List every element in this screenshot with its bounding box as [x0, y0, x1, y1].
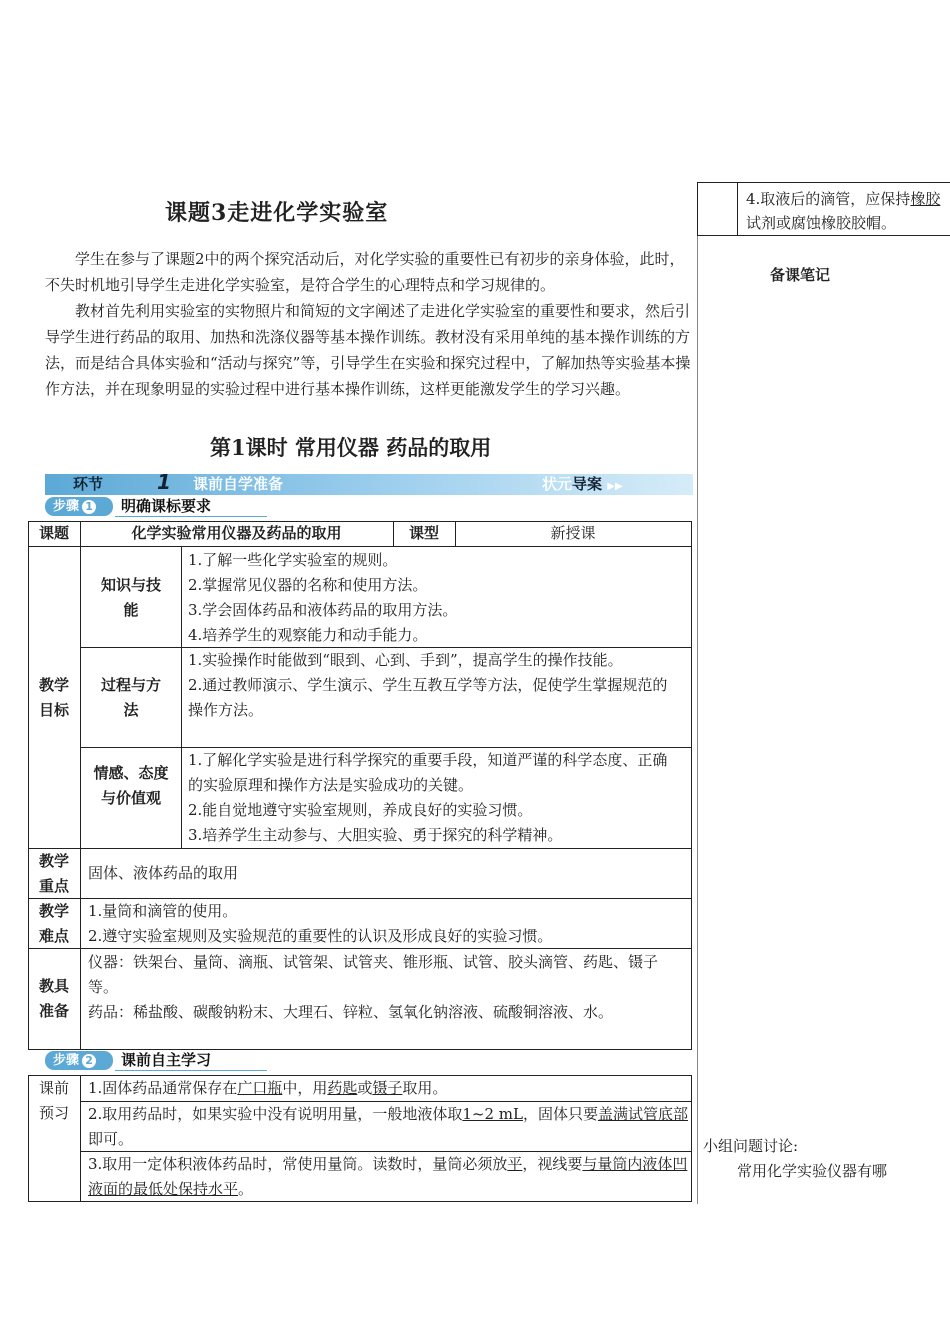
tools-label: 教具准备	[38, 977, 69, 1020]
preview-label: 课前预习	[38, 1079, 69, 1122]
tools-list	[88, 950, 674, 1025]
type-value: 新授课	[550, 524, 596, 542]
topic-label: 课题	[38, 524, 69, 542]
knowledge-item: 1.了解一些化学实验室的规则。	[188, 551, 398, 569]
difficulty-label: 教学难点	[38, 902, 69, 945]
banner-label: 课前自学准备	[193, 475, 284, 493]
preview-item-3: 3.取用一定体积液体药品时，常使用量筒。读数时，量筒必须放平，视线要与量筒内液体凹液面的最低处保持水平。	[88, 1155, 688, 1198]
difficulty-list	[88, 899, 688, 949]
group-discussion-label: 小组问题讨论:	[703, 1137, 799, 1155]
emotion-item: 2.能自觉地遵守实验室规则，养成良好的实验习惯。	[188, 801, 533, 819]
process-list	[188, 648, 682, 723]
difficulty-item: 2.遵守实验室规则及实验规范的重要性的认识及形成良好的实验习惯。	[88, 927, 553, 945]
process-item: 2.通过教师演示、学生演示、学生互教互学等方法，促使学生掌握规范的操作方法。	[188, 676, 668, 719]
step-1-pill: 步骤 1	[45, 497, 113, 516]
type-label: 课型	[408, 524, 439, 542]
preview-item-1: 1.固体药品通常保存在广口瓶中，用药匙或镊子取用。	[88, 1079, 448, 1097]
process-label: 过程与方法	[100, 676, 161, 719]
intro-paragraph-2: 教材首先利用实验室的实物照片和简短的文字阐述了走进化学实验室的重要性和要求，然后引导学生进行药品的取用、加热和洗涤仪器等基本操作训练。教材没有采用单纯的基本操作训练的方法，而是结合具体实验和“活动与探究”等，引导学生在实验和探究过程中，了解加热等实验基本操作方法，并在现象明显的实验过程中进行基本操作训练，这样更能激发学生的学习兴趣。	[45, 302, 691, 398]
step-2-title: 课前自主学习	[121, 1051, 212, 1069]
emotion-list	[188, 748, 682, 848]
continued-table-label-cell	[698, 183, 738, 235]
tools-item: 药品：稀盐酸、碳酸钠粉末、大理石、锌粒、氢氧化钠溶液、硫酸铜溶液、水。	[88, 1003, 614, 1021]
lesson-title: 第1课时 常用仪器 药品的取用	[210, 435, 492, 460]
key-point-label: 教学重点	[38, 852, 69, 895]
knowledge-label: 知识与技能	[100, 576, 161, 619]
group-discussion-text: 常用化学实验仪器有哪	[737, 1162, 888, 1180]
emotion-label: 情感、态度与价值观	[93, 764, 169, 807]
emotion-item: 3.培养学生主动参与、大胆实验、勇于探究的科学精神。	[188, 826, 563, 844]
notes-column-divider	[697, 182, 698, 1204]
difficulty-item: 1.量筒和滴管的使用。	[88, 902, 238, 920]
prep-notes-label: 备课笔记	[770, 266, 831, 284]
knowledge-item: 2.掌握常见仪器的名称和使用方法。	[188, 576, 428, 594]
key-point-value: 固体、液体药品的取用	[88, 864, 239, 882]
emotion-item: 1.了解化学实验是进行科学探究的重要手段，知道严谨的科学态度、正确的实验原理和操作方法是实验成功的关键。	[188, 751, 668, 794]
topic-value: 化学实验常用仪器及药品的取用	[131, 524, 342, 542]
banner-huanjie: 环节	[73, 475, 104, 493]
knowledge-item: 3.学会固体药品和液体药品的取用方法。	[188, 601, 458, 619]
knowledge-item: 4.培养学生的观察能力和动手能力。	[188, 626, 428, 644]
continued-table	[697, 182, 950, 236]
banner-number: 1	[157, 470, 171, 494]
step-2-pill: 步骤 2	[45, 1051, 113, 1070]
page-title: 课题3走进化学实验室	[165, 200, 389, 226]
section-banner	[45, 470, 693, 495]
teaching-goals-label: 教学目标	[38, 676, 69, 719]
knowledge-list	[188, 548, 688, 648]
continued-table-text: 4.取液后的滴管，应保持橡胶 试剂或腐蚀橡胶胶帽。	[746, 190, 941, 232]
intro-paragraph-1: 学生在参与了课题2中的两个探究活动后，对化学实验的重要性已有初步的亲身体验，此时，不失时机地引导学生走进化学实验室，是符合学生的心理特点和学习规律的。	[45, 250, 685, 294]
tools-item: 仪器：铁架台、量筒、滴瓶、试管架、试管夹、锥形瓶、试管、胶头滴管、药匙、镊子等。	[88, 953, 659, 996]
process-item: 1.实验操作时能做到“眼到、心到、手到”，提高学生的操作技能。	[188, 651, 623, 669]
banner-brand: 状元导案 ▶▶	[542, 475, 623, 493]
step-1-title: 明确课标要求	[121, 497, 212, 515]
preview-item-2: 2.取用药品时，如果实验中没有说明用量，一般地液体取1~2 mL，固体只要盖满试管底部即可。	[88, 1105, 688, 1148]
